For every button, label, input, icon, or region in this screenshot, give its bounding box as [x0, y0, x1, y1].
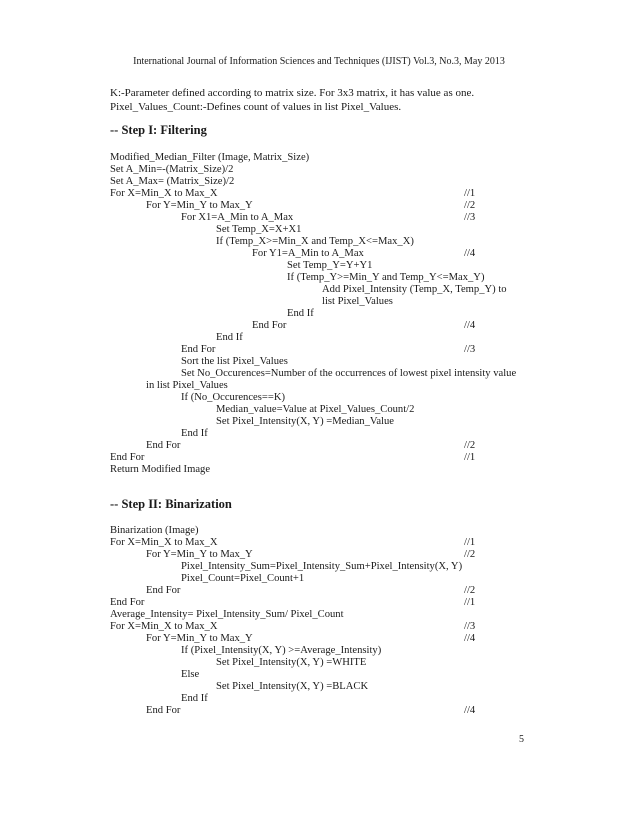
code-line — [0, 308, 638, 320]
code-line — [0, 380, 638, 392]
step-two-heading: -- Step II: Binarization — [110, 497, 232, 511]
code-line — [0, 368, 638, 380]
code-text: For X=Min_X to Max_X — [110, 188, 218, 199]
code-text: Set Pixel_Intensity(X, Y) =Median_Value — [216, 416, 394, 427]
code-text: Modified_Median_Filter (Image, Matrix_Size) — [110, 152, 310, 163]
code-text: Set Pixel_Intensity(X, Y) =BLACK — [216, 681, 369, 692]
code-text: in list Pixel_Values — [146, 380, 228, 391]
code-line — [0, 621, 638, 633]
code-text: For X1=A_Min to A_Max — [181, 212, 294, 223]
code-line — [0, 272, 638, 284]
code-text: End If — [181, 428, 208, 439]
code-line — [0, 320, 638, 332]
code-line — [0, 236, 638, 248]
code-line — [0, 248, 638, 260]
code-line — [0, 404, 638, 416]
code-line — [0, 152, 638, 164]
loop-comment: //1 — [464, 452, 476, 463]
code-text: Sort the list Pixel_Values — [181, 356, 288, 367]
code-line — [0, 633, 638, 645]
code-text: list Pixel_Values — [322, 296, 393, 307]
code-line — [0, 428, 638, 440]
code-text: Return Modified Image — [110, 464, 211, 475]
loop-comment: //4 — [464, 633, 476, 644]
code-line — [0, 356, 638, 368]
loop-comment: //4 — [464, 320, 476, 331]
code-text: Add Pixel_Intensity (Temp_X, Temp_Y) to — [322, 284, 507, 295]
code-text: Average_Intensity= Pixel_Intensity_Sum/ Pixel_Count — [110, 609, 344, 620]
intro-line-k: K:-Parameter defined according to matrix size. For 3x3 matrix, it has value as one. — [110, 87, 475, 99]
code-text: End For — [110, 597, 145, 608]
code-line — [0, 464, 638, 476]
code-text: For X=Min_X to Max_X — [110, 537, 218, 548]
loop-comment: //4 — [464, 705, 476, 716]
code-text: End For — [146, 585, 181, 596]
code-line — [0, 416, 638, 428]
code-text: End If — [216, 332, 243, 343]
code-line — [0, 200, 638, 212]
code-line — [0, 597, 638, 609]
code-line — [0, 188, 638, 200]
loop-comment: //3 — [464, 212, 476, 223]
intro-line-count: Pixel_Values_Count:-Defines count of values in list Pixel_Values. — [110, 101, 402, 113]
code-text: For Y=Min_Y to Max_Y — [146, 633, 253, 644]
filtering-pseudocode — [0, 152, 638, 476]
code-line — [0, 344, 638, 356]
code-line — [0, 585, 638, 597]
code-text: Pixel_Count=Pixel_Count+1 — [181, 573, 305, 584]
code-line — [0, 669, 638, 681]
code-line — [0, 525, 638, 537]
code-text: If (Temp_X>=Min_X and Temp_X<=Max_X) — [216, 236, 414, 247]
loop-comment: //2 — [464, 440, 476, 451]
code-line — [0, 284, 638, 296]
code-text: End For — [181, 344, 216, 355]
loop-comment: //1 — [464, 597, 476, 608]
code-text: Pixel_Intensity_Sum=Pixel_Intensity_Sum+Pixel_Intensity(X, Y) — [181, 561, 463, 572]
code-line — [0, 176, 638, 188]
loop-comment: //2 — [464, 549, 476, 560]
code-line — [0, 705, 638, 717]
code-text: For Y=Min_Y to Max_Y — [146, 200, 253, 211]
code-text: Set No_Occurences=Number of the occurrences of lowest pixel intensity value — [181, 368, 517, 379]
code-line — [0, 693, 638, 705]
code-text: If (Temp_Y>=Min_Y and Temp_Y<=Max_Y) — [287, 272, 485, 283]
code-line — [0, 392, 638, 404]
code-line — [0, 609, 638, 621]
code-line — [0, 296, 638, 308]
code-text: Set A_Min=-(Matrix_Size)/2 — [110, 164, 234, 175]
code-text: If (Pixel_Intensity(X, Y) >=Average_Intensity) — [181, 645, 382, 656]
code-text: Set Temp_Y=Y+Y1 — [287, 260, 373, 271]
running-head: International Journal of Information Sciences and Techniques (IJIST) Vol.3, No.3, May 2013 — [133, 56, 505, 67]
page-number: 5 — [519, 734, 524, 745]
code-text: For Y=Min_Y to Max_Y — [146, 549, 253, 560]
step-one-heading: -- Step I: Filtering — [110, 123, 207, 137]
loop-comment: //2 — [464, 200, 476, 211]
code-line — [0, 657, 638, 669]
loop-comment: //4 — [464, 248, 476, 259]
code-line — [0, 440, 638, 452]
code-text: End For — [110, 452, 145, 463]
code-line — [0, 452, 638, 464]
code-line — [0, 537, 638, 549]
code-line — [0, 212, 638, 224]
code-line — [0, 645, 638, 657]
code-text: Set A_Max= (Matrix_Size)/2 — [110, 176, 235, 187]
code-line — [0, 549, 638, 561]
code-text: For Y1=A_Min to A_Max — [252, 248, 364, 259]
code-text: End For — [146, 440, 181, 451]
code-text: End For — [252, 320, 287, 331]
code-text: End If — [287, 308, 314, 319]
binarization-pseudocode — [0, 525, 638, 717]
code-text: Median_value=Value at Pixel_Values_Count/2 — [216, 404, 415, 415]
code-line — [0, 561, 638, 573]
code-text: Binarization (Image) — [110, 525, 199, 536]
loop-comment: //1 — [464, 188, 476, 199]
code-line — [0, 260, 638, 272]
code-line — [0, 164, 638, 176]
code-text: Set Temp_X=X+X1 — [216, 224, 302, 235]
code-text: Else — [181, 669, 200, 680]
code-text: End If — [181, 693, 208, 704]
code-line — [0, 224, 638, 236]
loop-comment: //2 — [464, 585, 476, 596]
loop-comment: //3 — [464, 344, 476, 355]
code-text: Set Pixel_Intensity(X, Y) =WHITE — [216, 657, 367, 668]
loop-comment: //3 — [464, 621, 476, 632]
code-line — [0, 332, 638, 344]
code-line — [0, 573, 638, 585]
loop-comment: //1 — [464, 537, 476, 548]
code-text: For X=Min_X to Max_X — [110, 621, 218, 632]
code-text: End For — [146, 705, 181, 716]
code-text: If (No_Occurences==K) — [181, 392, 286, 403]
code-line — [0, 681, 638, 693]
